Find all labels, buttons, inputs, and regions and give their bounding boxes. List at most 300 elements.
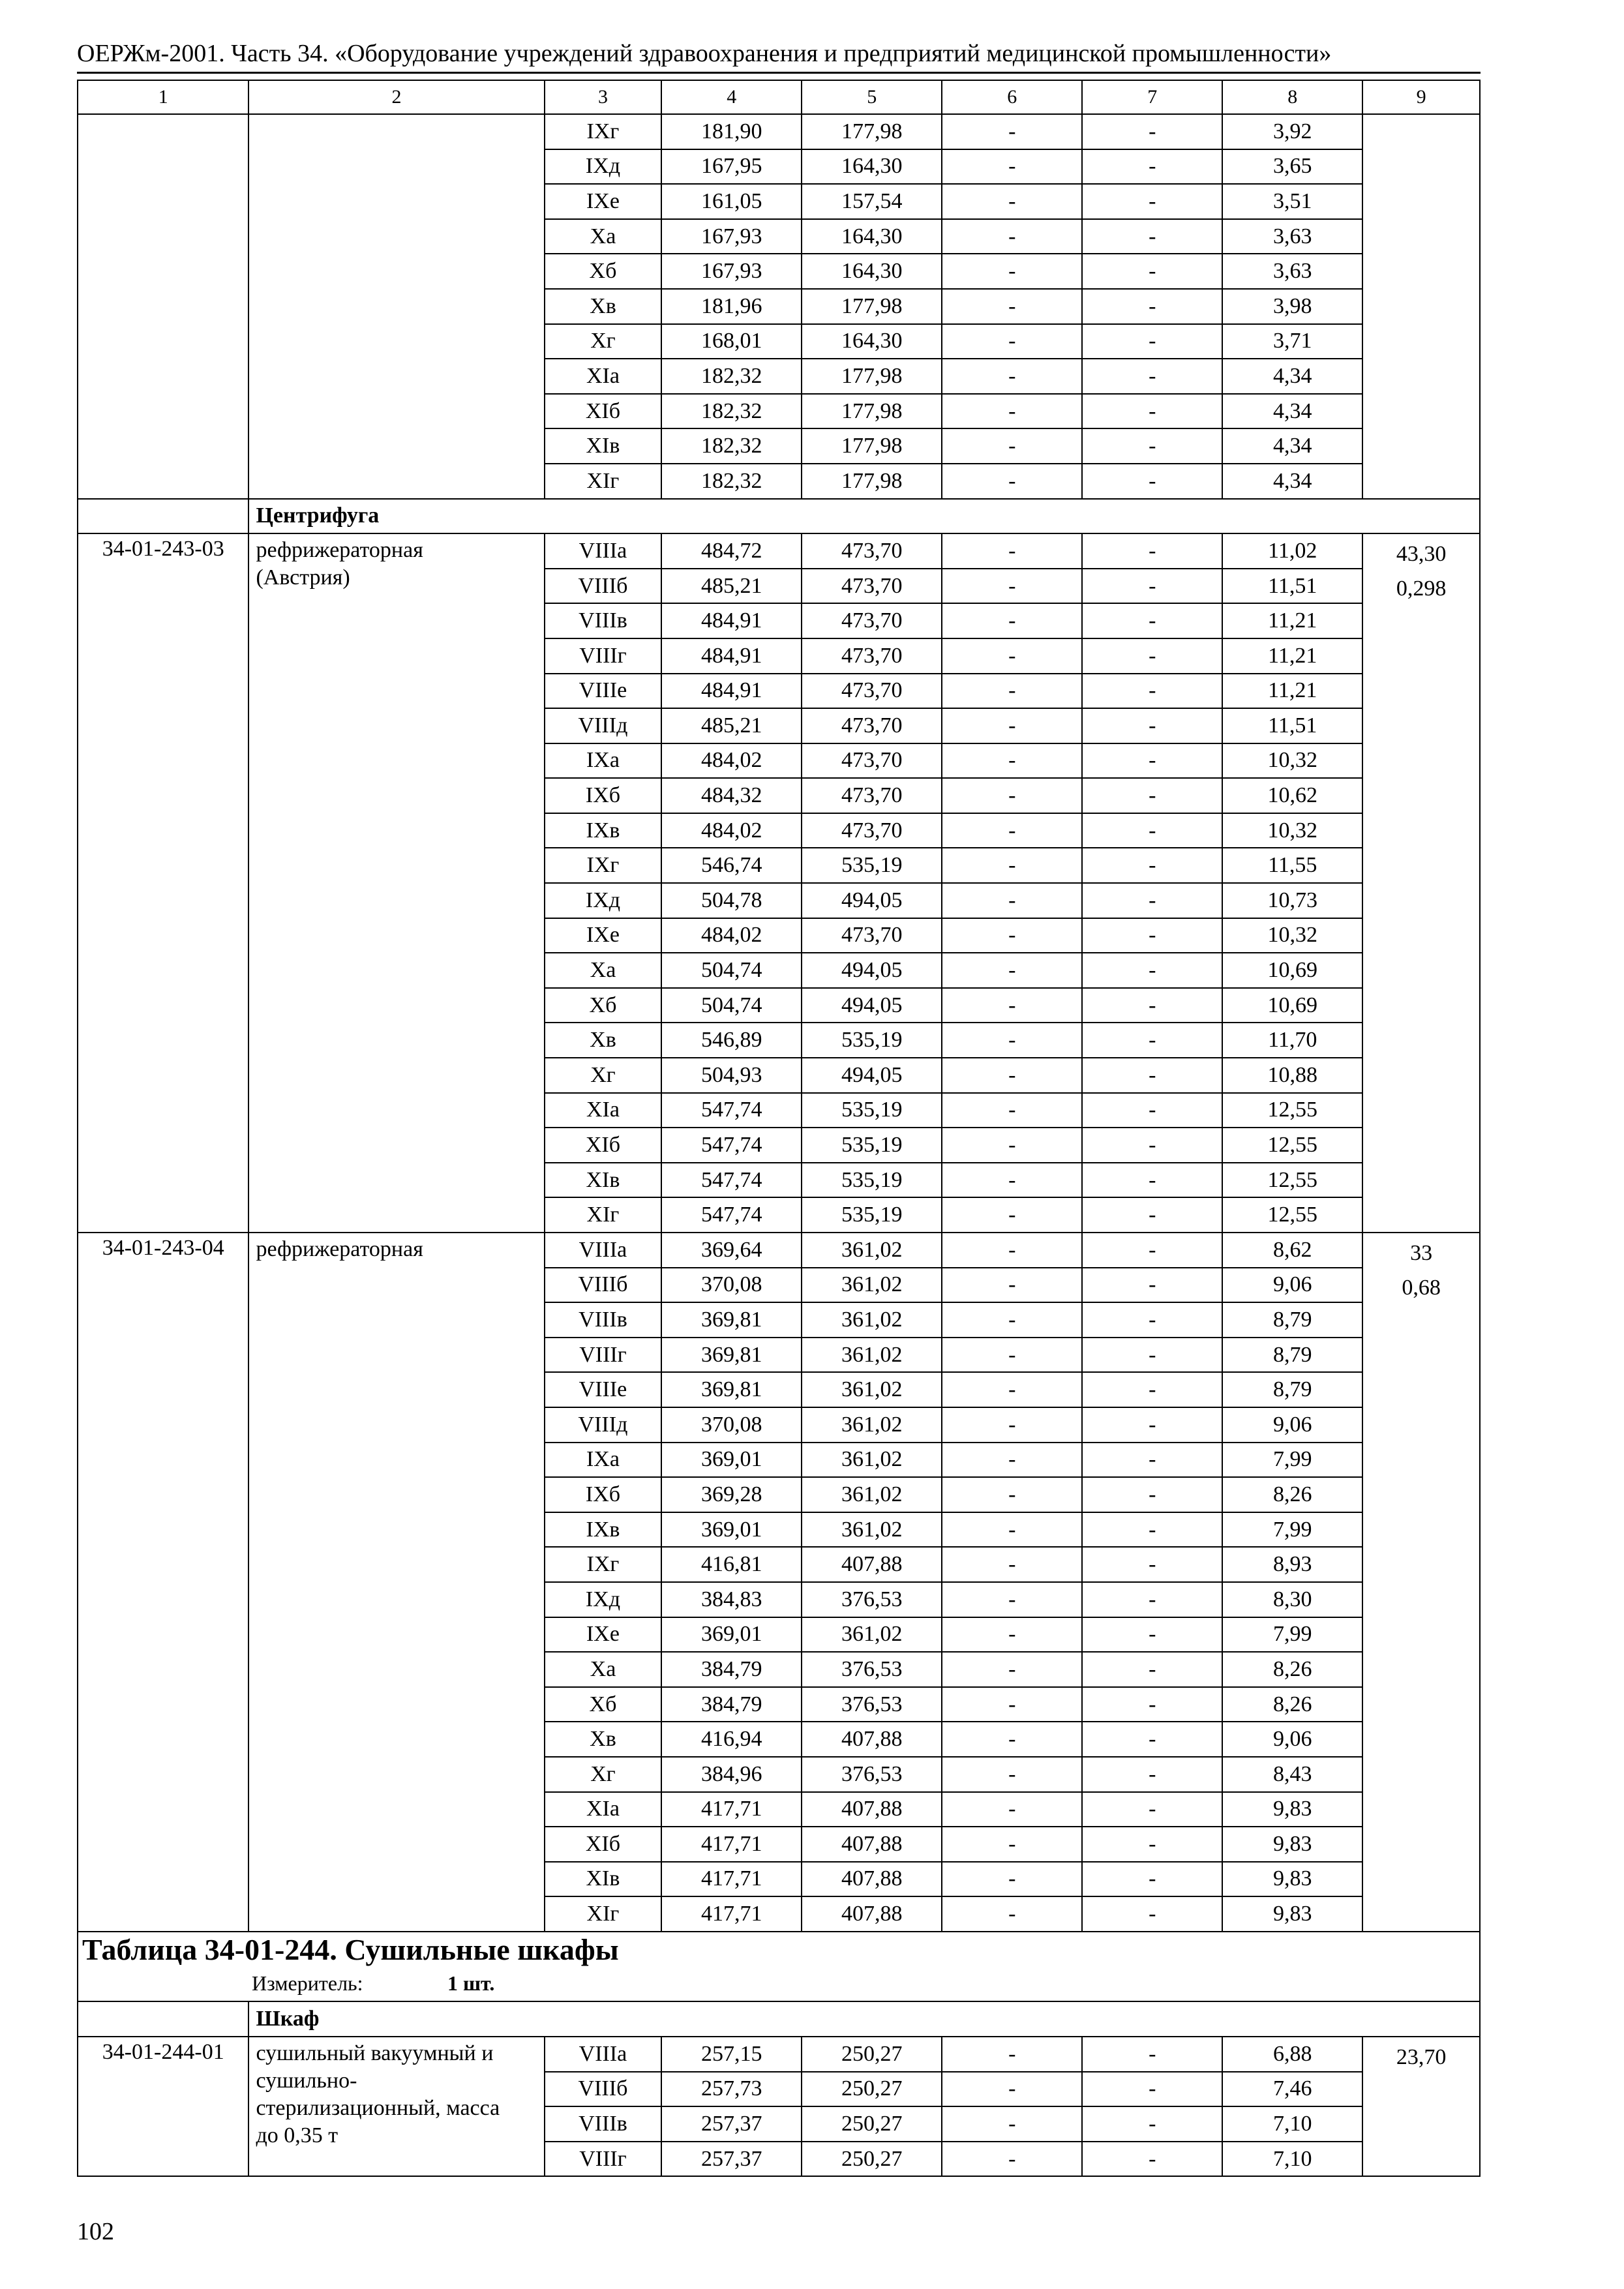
value-cell-col4: 161,05: [661, 184, 802, 219]
value-cell-col5: 177,98: [802, 464, 942, 499]
zone-cell: Xг: [545, 1757, 662, 1792]
zone-cell: IXг: [545, 1547, 662, 1582]
value-cell-col7: -: [1082, 569, 1222, 604]
value-cell-col7: -: [1082, 1163, 1222, 1198]
value-cell-col5: 361,02: [802, 1512, 942, 1548]
column-number: 4: [661, 80, 802, 114]
zone-cell: Xа: [545, 1652, 662, 1687]
value-cell-col7: -: [1082, 1233, 1222, 1268]
value-cell-col6: -: [942, 1338, 1082, 1373]
value-cell-col8: 11,55: [1222, 848, 1362, 883]
value-cell-col6: -: [942, 988, 1082, 1023]
value-cell-col4: 547,74: [661, 1093, 802, 1128]
value-cell-col6: -: [942, 1058, 1082, 1093]
value-cell-col7: -: [1082, 1827, 1222, 1862]
value-cell-col6: -: [942, 394, 1082, 429]
value-cell-col6: -: [942, 1093, 1082, 1128]
value-cell-col4: 167,93: [661, 254, 802, 289]
item-code: 34-01-244-01: [78, 2037, 248, 2176]
value-cell-col7: -: [1082, 2142, 1222, 2177]
value-cell-col7: -: [1082, 289, 1222, 324]
value-cell-col5: 535,19: [802, 1163, 942, 1198]
value-cell-col7: -: [1082, 184, 1222, 219]
column-number-row: [78, 80, 1480, 114]
zone-cell: IXд: [545, 1582, 662, 1617]
value-cell-col8: 8,79: [1222, 1302, 1362, 1338]
zone-cell: IXг: [545, 114, 662, 149]
zone-cell: XIг: [545, 1896, 662, 1932]
zone-cell: IXб: [545, 778, 662, 813]
value-cell-col8: 11,02: [1222, 533, 1362, 569]
item-description-line: рефрижераторная: [256, 1237, 423, 1261]
value-cell-col8: 9,83: [1222, 1862, 1362, 1897]
zone-cell: VIIIе: [545, 1372, 662, 1407]
value-cell-col8: 12,55: [1222, 1163, 1362, 1198]
value-cell-col8: 7,99: [1222, 1617, 1362, 1653]
value-cell-col8: 3,92: [1222, 114, 1362, 149]
value-cell-col5: 535,19: [802, 1093, 942, 1128]
value-cell-col7: -: [1082, 2037, 1222, 2072]
value-cell-col8: 7,10: [1222, 2106, 1362, 2142]
zone-cell: IXа: [545, 743, 662, 779]
value-cell-col4: 546,89: [661, 1023, 802, 1058]
value-cell-col8: 8,79: [1222, 1372, 1362, 1407]
value-cell-col5: 473,70: [802, 533, 942, 569]
zone-cell: XIв: [545, 1862, 662, 1897]
value-cell-col5: 376,53: [802, 1687, 942, 1722]
value-cell-col5: 473,70: [802, 778, 942, 813]
zone-cell: XIа: [545, 1093, 662, 1128]
value-cell-col7: -: [1082, 848, 1222, 883]
rates-table: [77, 80, 1481, 2177]
value-cell-col4: 369,01: [661, 1443, 802, 1478]
value-cell-col8: 9,83: [1222, 1896, 1362, 1932]
zone-cell: VIIIа: [545, 2037, 662, 2072]
zone-cell: VIIIб: [545, 2072, 662, 2107]
value-cell-col5: 535,19: [802, 848, 942, 883]
zone-cell: VIIIв: [545, 2106, 662, 2142]
zone-cell: VIIIв: [545, 1302, 662, 1338]
value-cell-col8: 10,88: [1222, 1058, 1362, 1093]
value-cell-col8: 8,26: [1222, 1687, 1362, 1722]
value-cell-col4: 504,78: [661, 883, 802, 918]
value-cell-col4: 547,74: [661, 1163, 802, 1198]
item-description-line: рефрижераторная: [256, 538, 423, 563]
col9-values-line: 23,70: [1396, 2045, 1447, 2070]
group-title-cabinet: Шкаф: [248, 2001, 1480, 2037]
value-cell-col4: 417,71: [661, 1792, 802, 1827]
value-cell-col6: -: [942, 953, 1082, 988]
value-cell-col7: -: [1082, 1338, 1222, 1373]
zone-cell: XIг: [545, 1197, 662, 1233]
value-cell-col5: 361,02: [802, 1407, 942, 1443]
value-cell-col4: 484,91: [661, 638, 802, 674]
value-cell-col4: 484,72: [661, 533, 802, 569]
value-cell-col4: 546,74: [661, 848, 802, 883]
table-row: [78, 2037, 1480, 2072]
zone-cell: Xв: [545, 289, 662, 324]
value-cell-col6: -: [942, 184, 1082, 219]
value-cell-col4: 369,64: [661, 1233, 802, 1268]
value-cell-col7: -: [1082, 1093, 1222, 1128]
value-cell-col8: 11,21: [1222, 603, 1362, 638]
column-number: 9: [1362, 80, 1480, 114]
value-cell-col4: 181,90: [661, 114, 802, 149]
value-cell-col6: -: [942, 1827, 1082, 1862]
value-cell-col6: -: [942, 1652, 1082, 1687]
value-cell-col6: -: [942, 638, 1082, 674]
value-cell-col5: 177,98: [802, 359, 942, 394]
value-cell-col5: 361,02: [802, 1372, 942, 1407]
col9-values-line: 0,298: [1396, 576, 1447, 601]
value-cell-col8: 11,51: [1222, 708, 1362, 743]
value-cell-col4: 181,96: [661, 289, 802, 324]
value-cell-col5: 407,88: [802, 1547, 942, 1582]
zone-cell: VIIIд: [545, 708, 662, 743]
value-cell-col4: 484,32: [661, 778, 802, 813]
value-cell-col7: -: [1082, 149, 1222, 185]
item-description-line: сушильно-: [256, 2069, 357, 2093]
value-cell-col5: 376,53: [802, 1757, 942, 1792]
value-cell-col6: -: [942, 1862, 1082, 1897]
column-number: 2: [248, 80, 544, 114]
value-cell-col7: -: [1082, 219, 1222, 254]
value-cell-col4: 384,83: [661, 1582, 802, 1617]
value-cell-col5: 250,27: [802, 2072, 942, 2107]
value-cell-col7: -: [1082, 1407, 1222, 1443]
value-cell-col8: 3,51: [1222, 184, 1362, 219]
value-cell-col4: 547,74: [661, 1128, 802, 1163]
zone-cell: XIб: [545, 1128, 662, 1163]
value-cell-col7: -: [1082, 708, 1222, 743]
value-cell-col5: 407,88: [802, 1722, 942, 1757]
value-cell-col6: -: [942, 1268, 1082, 1303]
value-cell-col6: -: [942, 1023, 1082, 1058]
value-cell-col5: 250,27: [802, 2037, 942, 2072]
empty-cell: [78, 114, 248, 499]
value-cell-col5: 177,98: [802, 289, 942, 324]
value-cell-col8: 10,62: [1222, 778, 1362, 813]
zone-cell: IXд: [545, 883, 662, 918]
value-cell-col5: 157,54: [802, 184, 942, 219]
value-cell-col6: -: [942, 883, 1082, 918]
value-cell-col8: 4,34: [1222, 359, 1362, 394]
col9-values-line: 0,68: [1402, 1276, 1441, 1300]
zone-cell: Xв: [545, 1023, 662, 1058]
value-cell-col6: -: [942, 1512, 1082, 1548]
value-cell-col8: 4,34: [1222, 464, 1362, 499]
table-row: [78, 1233, 1480, 1268]
value-cell-col7: -: [1082, 1547, 1222, 1582]
value-cell-col4: 504,74: [661, 988, 802, 1023]
value-cell-col4: 484,02: [661, 743, 802, 779]
zone-cell: VIIIг: [545, 638, 662, 674]
value-cell-col6: -: [942, 674, 1082, 709]
value-cell-col4: 384,79: [661, 1687, 802, 1722]
value-cell-col5: 164,30: [802, 219, 942, 254]
value-cell-col6: -: [942, 1163, 1082, 1198]
value-cell-col5: 177,98: [802, 394, 942, 429]
value-cell-col8: 9,06: [1222, 1268, 1362, 1303]
value-cell-col5: 361,02: [802, 1477, 942, 1512]
col9-values-line: 43,30: [1396, 542, 1447, 567]
value-cell-col8: 4,34: [1222, 428, 1362, 464]
value-cell-col8: 10,69: [1222, 988, 1362, 1023]
value-cell-col6: -: [942, 219, 1082, 254]
value-cell-col8: 6,88: [1222, 2037, 1362, 2072]
value-cell-col6: -: [942, 2142, 1082, 2177]
table-title: Таблица 34-01-244. Сушильные шкафы: [78, 1932, 1480, 1967]
value-cell-col5: 535,19: [802, 1197, 942, 1233]
item-code: 34-01-243-04: [78, 1233, 248, 1932]
value-cell-col5: 407,88: [802, 1862, 942, 1897]
value-cell-col7: -: [1082, 1372, 1222, 1407]
zone-cell: VIIIв: [545, 603, 662, 638]
value-cell-col4: 369,01: [661, 1617, 802, 1653]
value-cell-col7: -: [1082, 1652, 1222, 1687]
zone-cell: IXа: [545, 1443, 662, 1478]
value-cell-col7: -: [1082, 1128, 1222, 1163]
item-description-line: стерилизационный, масса: [256, 2096, 500, 2121]
value-cell-col6: -: [942, 1757, 1082, 1792]
value-cell-col6: -: [942, 1687, 1082, 1722]
value-cell-col7: -: [1082, 394, 1222, 429]
value-cell-col5: 376,53: [802, 1652, 942, 1687]
value-cell-col7: -: [1082, 1477, 1222, 1512]
value-cell-col5: 361,02: [802, 1302, 942, 1338]
zone-cell: XIг: [545, 464, 662, 499]
value-cell-col7: -: [1082, 324, 1222, 359]
table-row: [78, 114, 1480, 149]
value-cell-col7: -: [1082, 1302, 1222, 1338]
value-cell-col7: -: [1082, 1792, 1222, 1827]
value-cell-col4: 257,37: [661, 2106, 802, 2142]
value-cell-col7: -: [1082, 778, 1222, 813]
value-cell-col5: 494,05: [802, 883, 942, 918]
table-title-row: [78, 1932, 1480, 1967]
measure-cell: [78, 1967, 1480, 2002]
value-cell-col8: 12,55: [1222, 1093, 1362, 1128]
value-cell-col4: 484,91: [661, 674, 802, 709]
value-cell-col8: 10,32: [1222, 813, 1362, 848]
value-cell-col5: 361,02: [802, 1443, 942, 1478]
value-cell-col8: 8,43: [1222, 1757, 1362, 1792]
value-cell-col8: 7,99: [1222, 1443, 1362, 1478]
value-cell-col8: 9,83: [1222, 1827, 1362, 1862]
value-cell-col7: -: [1082, 603, 1222, 638]
group-title-centrifuge-row: [78, 499, 1480, 534]
value-cell-col5: 164,30: [802, 149, 942, 185]
value-cell-col4: 167,93: [661, 219, 802, 254]
value-cell-col5: 407,88: [802, 1792, 942, 1827]
zone-cell: VIIIа: [545, 533, 662, 569]
zone-cell: Xа: [545, 219, 662, 254]
measure-row: [78, 1967, 1480, 2002]
value-cell-col6: -: [942, 813, 1082, 848]
value-cell-col5: 164,30: [802, 324, 942, 359]
page-number: 102: [77, 2218, 114, 2245]
value-cell-col4: 369,81: [661, 1372, 802, 1407]
value-cell-col4: 485,21: [661, 569, 802, 604]
value-cell-col6: -: [942, 1233, 1082, 1268]
value-cell-col6: -: [942, 1617, 1082, 1653]
value-cell-col4: 370,08: [661, 1407, 802, 1443]
column-number: 1: [78, 80, 248, 114]
value-cell-col5: 361,02: [802, 1338, 942, 1373]
item-description: [248, 533, 544, 1233]
value-cell-col5: 250,27: [802, 2142, 942, 2177]
value-cell-col8: 3,98: [1222, 289, 1362, 324]
value-cell-col5: 535,19: [802, 1023, 942, 1058]
zone-cell: Xа: [545, 953, 662, 988]
value-cell-col7: -: [1082, 1197, 1222, 1233]
value-cell-col5: 494,05: [802, 953, 942, 988]
value-cell-col7: -: [1082, 1058, 1222, 1093]
value-cell-col8: 7,10: [1222, 2142, 1362, 2177]
value-cell-col6: -: [942, 324, 1082, 359]
item-description-line: сушильный вакуумный и: [256, 2041, 494, 2066]
value-cell-col5: 473,70: [802, 813, 942, 848]
zone-cell: VIIIе: [545, 674, 662, 709]
zone-cell: Xб: [545, 988, 662, 1023]
value-cell-col6: -: [942, 1477, 1082, 1512]
value-cell-col8: 3,63: [1222, 219, 1362, 254]
value-cell-col7: -: [1082, 1023, 1222, 1058]
value-cell-col4: 369,28: [661, 1477, 802, 1512]
value-cell-col6: -: [942, 2037, 1082, 2072]
column-number: 3: [545, 80, 662, 114]
empty-cell: [1362, 114, 1480, 499]
value-cell-col7: -: [1082, 988, 1222, 1023]
value-cell-col4: 370,08: [661, 1268, 802, 1303]
value-cell-col5: 473,70: [802, 743, 942, 779]
zone-cell: IXе: [545, 1617, 662, 1653]
group-title-centrifuge: Центрифуга: [248, 499, 1480, 534]
col9-values-line: 33: [1410, 1241, 1433, 1265]
value-cell-col8: 8,62: [1222, 1233, 1362, 1268]
value-cell-col4: 257,15: [661, 2037, 802, 2072]
value-cell-col7: -: [1082, 254, 1222, 289]
value-cell-col7: -: [1082, 743, 1222, 779]
value-cell-col6: -: [942, 1443, 1082, 1478]
value-cell-col6: -: [942, 533, 1082, 569]
value-cell-col8: 9,06: [1222, 1722, 1362, 1757]
value-cell-col4: 417,71: [661, 1896, 802, 1932]
value-cell-col6: -: [942, 1792, 1082, 1827]
value-cell-col6: -: [942, 708, 1082, 743]
value-cell-col4: 384,79: [661, 1652, 802, 1687]
value-cell-col6: -: [942, 778, 1082, 813]
value-cell-col7: -: [1082, 1443, 1222, 1478]
zone-cell: Xб: [545, 254, 662, 289]
value-cell-col8: 8,79: [1222, 1338, 1362, 1373]
column-number: 6: [942, 80, 1082, 114]
table-row: [78, 533, 1480, 569]
value-cell-col5: 361,02: [802, 1233, 942, 1268]
value-cell-col6: -: [942, 254, 1082, 289]
value-cell-col4: 182,32: [661, 394, 802, 429]
value-cell-col5: 177,98: [802, 114, 942, 149]
value-cell-col4: 384,96: [661, 1757, 802, 1792]
header-rule: [77, 72, 1481, 74]
col9-values: [1362, 2037, 1480, 2176]
value-cell-col8: 3,65: [1222, 149, 1362, 185]
value-cell-col7: -: [1082, 1896, 1222, 1932]
value-cell-col7: -: [1082, 1722, 1222, 1757]
value-cell-col5: 407,88: [802, 1827, 942, 1862]
value-cell-col5: 407,88: [802, 1896, 942, 1932]
value-cell-col8: 8,26: [1222, 1652, 1362, 1687]
value-cell-col8: 12,55: [1222, 1197, 1362, 1233]
zone-cell: VIIIб: [545, 569, 662, 604]
value-cell-col8: 9,06: [1222, 1407, 1362, 1443]
zone-cell: Xг: [545, 1058, 662, 1093]
value-cell-col8: 10,32: [1222, 743, 1362, 779]
value-cell-col6: -: [942, 114, 1082, 149]
zone-cell: XIа: [545, 1792, 662, 1827]
value-cell-col8: 7,46: [1222, 2072, 1362, 2107]
zone-cell: XIв: [545, 428, 662, 464]
value-cell-col7: -: [1082, 918, 1222, 953]
value-cell-col8: 11,21: [1222, 674, 1362, 709]
value-cell-col5: 250,27: [802, 2106, 942, 2142]
value-cell-col8: 4,34: [1222, 394, 1362, 429]
empty-cell: [248, 114, 544, 499]
value-cell-col7: -: [1082, 359, 1222, 394]
zone-cell: VIIIг: [545, 1338, 662, 1373]
value-cell-col7: -: [1082, 1268, 1222, 1303]
value-cell-col4: 182,32: [661, 428, 802, 464]
zone-cell: IXв: [545, 813, 662, 848]
value-cell-col5: 473,70: [802, 638, 942, 674]
value-cell-col8: 8,26: [1222, 1477, 1362, 1512]
value-cell-col5: 164,30: [802, 254, 942, 289]
value-cell-col8: 3,71: [1222, 324, 1362, 359]
value-cell-col8: 11,51: [1222, 569, 1362, 604]
value-cell-col5: 473,70: [802, 569, 942, 604]
value-cell-col6: -: [942, 1896, 1082, 1932]
value-cell-col4: 416,94: [661, 1722, 802, 1757]
group-title-cabinet-row: [78, 2001, 1480, 2037]
value-cell-col5: 361,02: [802, 1268, 942, 1303]
value-cell-col7: -: [1082, 1582, 1222, 1617]
value-cell-col4: 547,74: [661, 1197, 802, 1233]
value-cell-col7: -: [1082, 674, 1222, 709]
value-cell-col5: 494,05: [802, 1058, 942, 1093]
value-cell-col7: -: [1082, 883, 1222, 918]
value-cell-col4: 182,32: [661, 464, 802, 499]
value-cell-col5: 473,70: [802, 708, 942, 743]
value-cell-col6: -: [942, 289, 1082, 324]
value-cell-col8: 11,70: [1222, 1023, 1362, 1058]
zone-cell: IXе: [545, 918, 662, 953]
value-cell-col4: 369,01: [661, 1512, 802, 1548]
value-cell-col4: 257,73: [661, 2072, 802, 2107]
value-cell-col4: 257,37: [661, 2142, 802, 2177]
value-cell-col4: 417,71: [661, 1862, 802, 1897]
column-number: 8: [1222, 80, 1362, 114]
value-cell-col5: 473,70: [802, 674, 942, 709]
zone-cell: Xв: [545, 1722, 662, 1757]
value-cell-col4: 504,93: [661, 1058, 802, 1093]
value-cell-col7: -: [1082, 1512, 1222, 1548]
value-cell-col4: 484,02: [661, 918, 802, 953]
value-cell-col4: 484,02: [661, 813, 802, 848]
measure-value: 1 шт.: [447, 1971, 495, 1996]
col9-values: [1362, 533, 1480, 1233]
value-cell-col6: -: [942, 2072, 1082, 2107]
value-cell-col6: -: [942, 918, 1082, 953]
